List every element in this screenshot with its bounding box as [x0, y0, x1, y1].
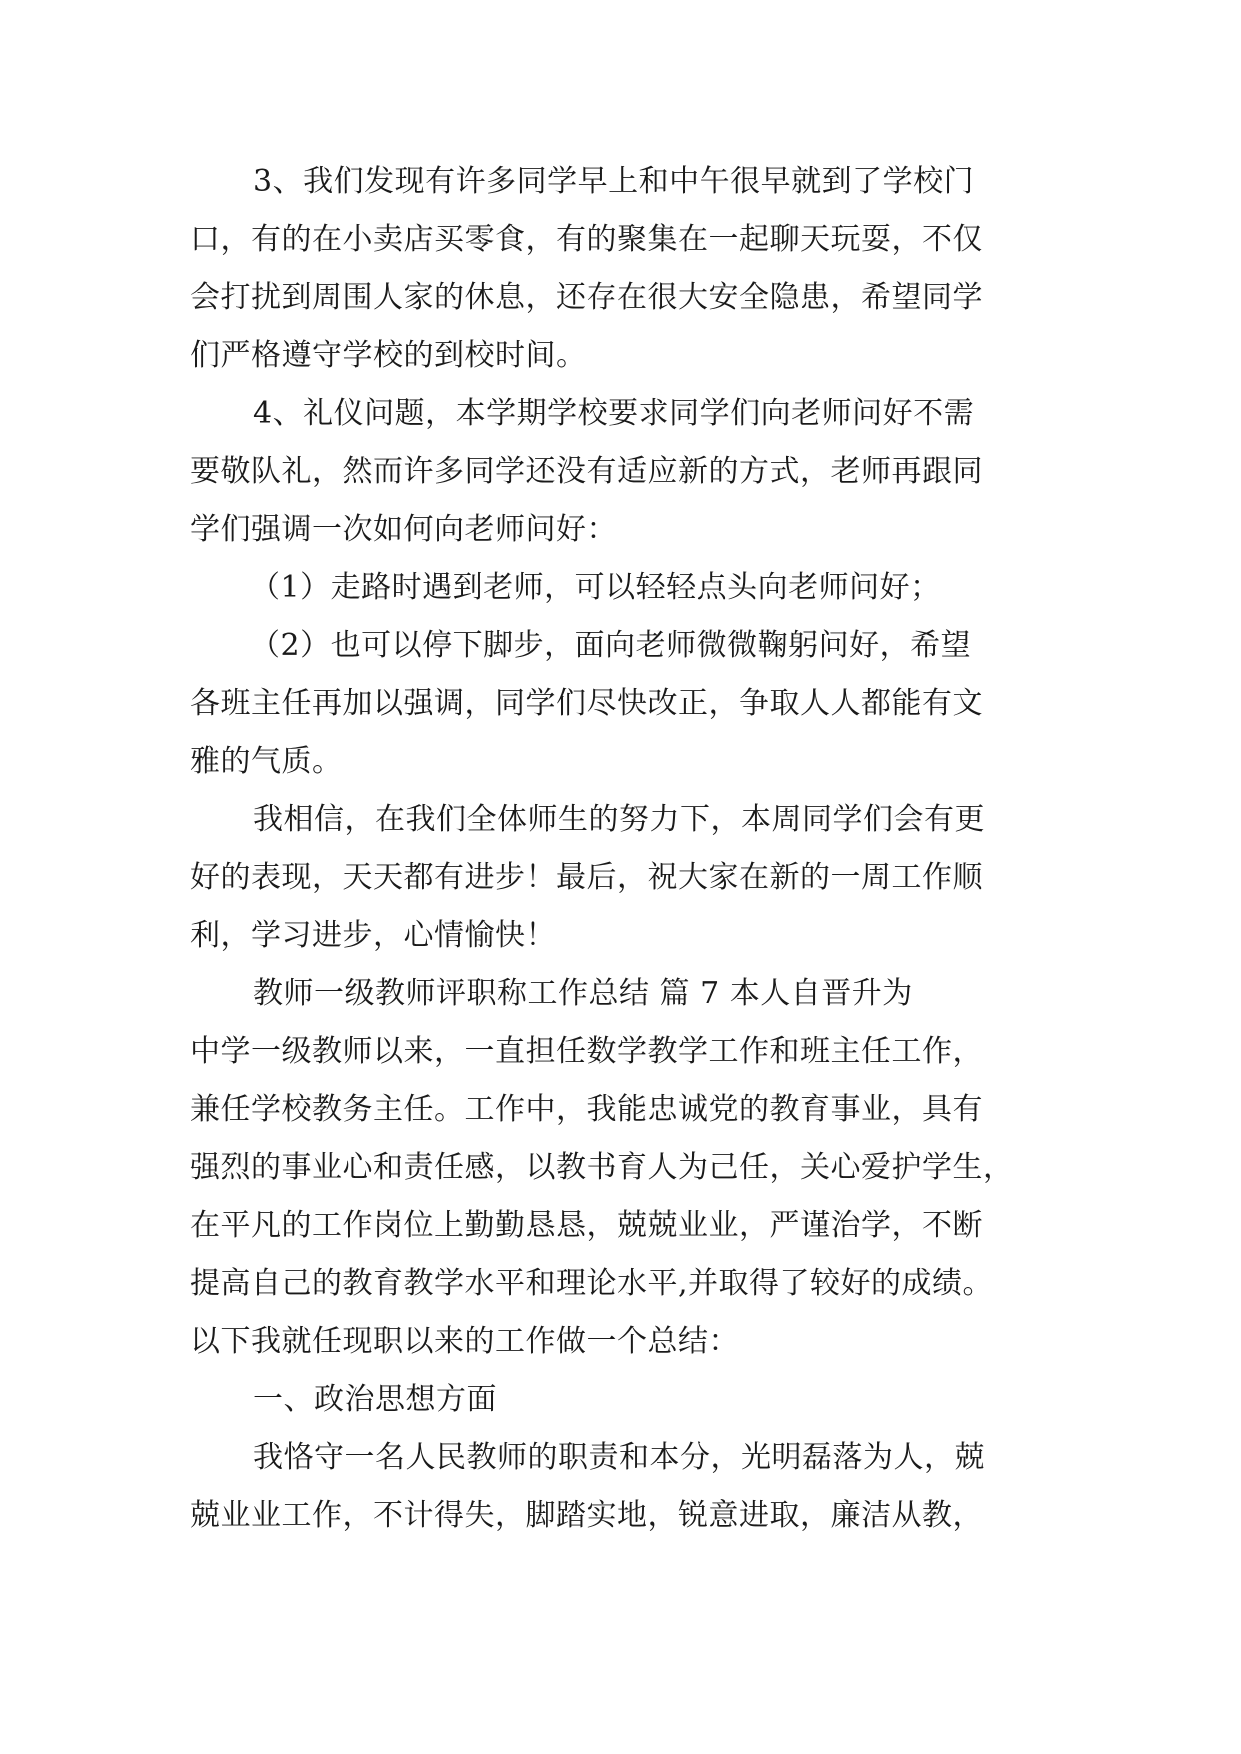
section-heading: 一、政治思想方面: [253, 1382, 497, 1417]
text-line: 我相信，在我们全体师生的努力下，本周同学们会有更: [253, 802, 985, 837]
text-line: 在平凡的工作岗位上勤勤恳恳，兢兢业业，严谨治学，不断: [190, 1208, 983, 1243]
text-line: 雅的气质。: [190, 744, 343, 779]
text-line: 强烈的事业心和责任感，以教书育人为己任，关心爱护学生，: [190, 1150, 1014, 1185]
text-line: 口，有的在小卖店买零食，有的聚集在一起聊天玩耍，不仅: [190, 222, 983, 257]
text-line: 我恪守一名人民教师的职责和本分，光明磊落为人，兢: [253, 1440, 985, 1475]
text-line: 利，学习进步，心情愉快！: [190, 918, 556, 953]
text-line: 4、礼仪问题，本学期学校要求同学们向老师问好不需: [253, 396, 975, 431]
text-line: 兼任学校教务主任。工作中，我能忠诚党的教育事业，具有: [190, 1092, 983, 1127]
text-line: 教师一级教师评职称工作总结 篇 7 本人自晋升为: [253, 976, 913, 1011]
text-line: 中学一级教师以来，一直担任数学教学工作和班主任工作，: [190, 1034, 983, 1069]
text-line: 们严格遵守学校的到校时间。: [190, 338, 587, 373]
text-line: 兢业业工作，不计得失，脚踏实地，锐意进取，廉洁从教，: [190, 1498, 983, 1533]
text-line: 以下我就任现职以来的工作做一个总结：: [190, 1324, 739, 1359]
text-line: 要敬队礼，然而许多同学还没有适应新的方式，老师再跟同: [190, 454, 983, 489]
text-line: 提高自己的教育教学水平和理论水平,并取得了较好的成绩。: [190, 1266, 994, 1301]
text-line: （2）也可以停下脚步，面向老师微微鞠躬问好，希望: [250, 628, 972, 663]
text-line: 3、我们发现有许多同学早上和中午很早就到了学校门: [253, 164, 975, 199]
text-line: 学们强调一次如何向老师问好：: [190, 512, 617, 547]
text-line: （1）走路时遇到老师，可以轻轻点头向老师问好；: [250, 570, 941, 605]
text-line: 会打扰到周围人家的休息，还存在很大安全隐患，希望同学: [190, 280, 983, 315]
text-line: 各班主任再加以强调，同学们尽快改正，争取人人都能有文: [190, 686, 983, 721]
text-line: 好的表现，天天都有进步！最后，祝大家在新的一周工作顺: [190, 860, 983, 895]
